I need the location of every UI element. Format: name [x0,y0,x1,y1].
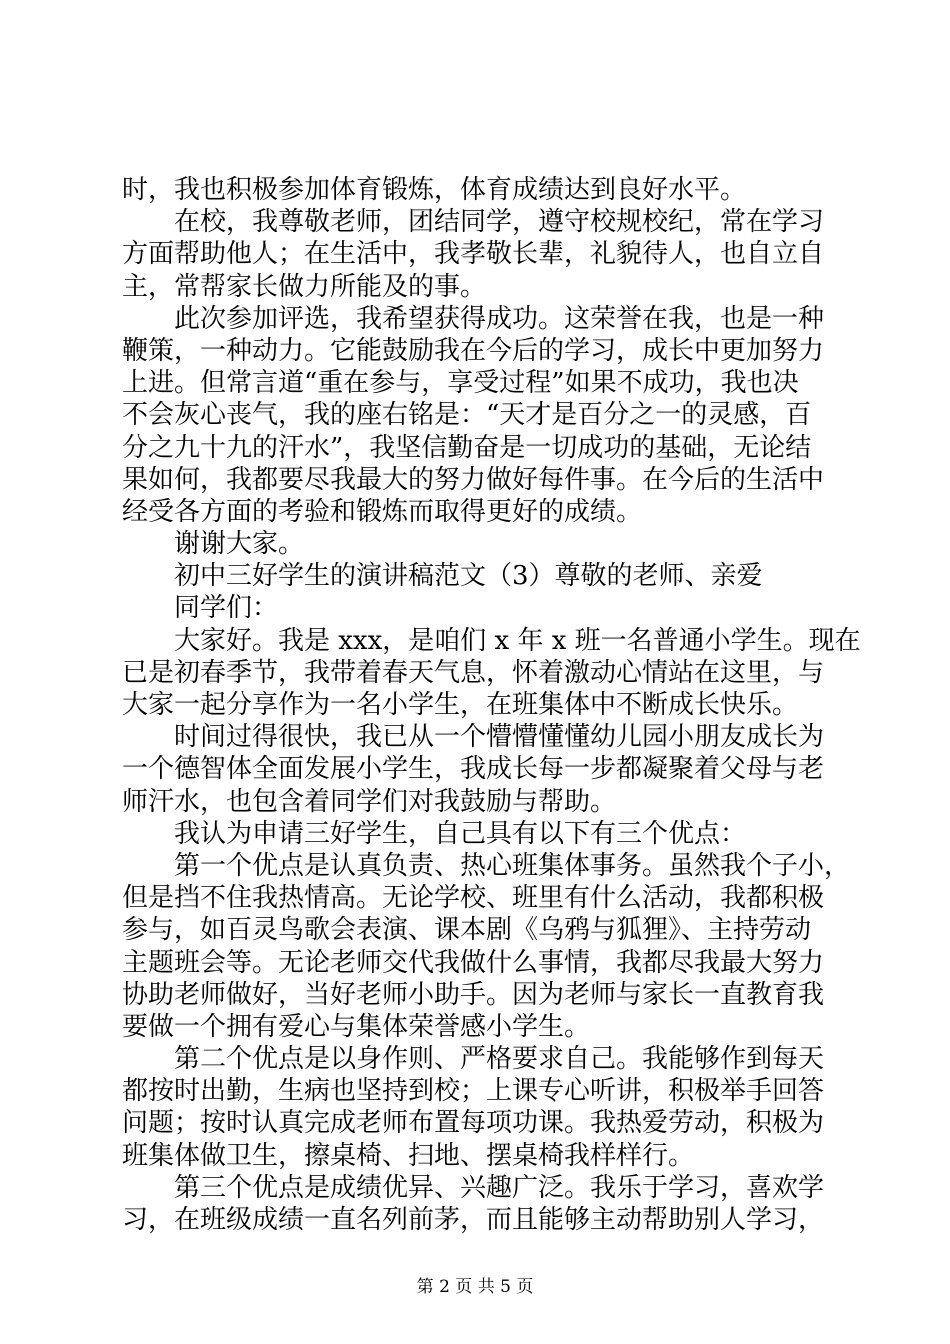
text-line: 主，常帮家长做力所能及的事。 [122,271,487,302]
text-line: 时间过得很快，我已从一个懵懵懂懂幼儿园小朋友成长为 [174,722,825,753]
text-line: 已是初春季节，我带着春天气息，怀着激动心情站在这里，与 [122,657,825,688]
page-number-footer: 第 2 页 共 5 页 [416,1277,534,1297]
text-line: 都按时出勤，生病也坚持到校；上课专心听讲，积极举手回答 [122,1076,825,1107]
salutation: 同学们： [174,593,279,624]
text-line: 班集体做卫生，擦桌椅、扫地、摆桌椅我样样行。 [122,1140,695,1171]
text-line: 果如何，我都要尽我最大的努力做好每件事。在今后的生活中 [122,464,825,495]
text-line: 主题班会等。无论老师交代我做什么事情，我都尽我最大努力 [122,947,825,978]
text-line: 第一个优点是认真负责、热心班集体事务。虽然我个子小， [174,850,851,881]
text-line: 时，我也积极参加体育锻炼，体育成绩达到良好水平。 [122,175,747,205]
text-line: 我认为申请三好学生，自己具有以下有三个优点： [174,818,747,849]
text-line: 参与，如百灵鸟歌会表演、课本剧《乌鸦与狐狸》、主持劳动 [122,915,812,946]
text-line: 在校，我尊敬老师，团结同学，遵守校规校纪，常在学习 [174,207,825,238]
text-line: 经受各方面的考验和锻炼而取得更好的成绩。 [122,496,643,527]
text-line: 师汗水，也包含着同学们对我鼓励与帮助。 [122,786,617,817]
text-line: 不会灰心丧气，我的座右铭是：“天才是百分之一的灵感，百 [122,400,812,431]
text-line: 习，在班级成绩一直名列前茅，而且能够主动帮助别人学习， [122,1205,825,1235]
text-line: 此次参加评选，我希望获得成功。这荣誉在我，也是一种 [174,303,825,334]
body-text [122,174,861,1236]
section-heading: 初中三好学生的演讲稿范文（3）尊敬的老师、亲爱 [174,561,763,592]
text-line: 一个德智体全面发展小学生，我成长每一步都凝聚着父母与老 [122,754,825,785]
text-line: 问题；按时认真完成老师布置每项功课。我热爱劳动，积极为 [122,1108,825,1139]
text-line: 第二个优点是以身作则、严格要求自己。我能够作到每天 [174,1044,825,1075]
text-line: 协助老师做好，当好老师小助手。因为老师与家长一直教育我 [122,979,825,1010]
text-line: 要做一个拥有爱心与集体荣誉感小学生。 [122,1011,591,1042]
text-line: 第三个优点是成绩优异、兴趣广泛。我乐于学习，喜欢学 [174,1172,825,1203]
text-line: 上进。但常言道“重在参与，享受过程”如果不成功，我也决 [122,368,799,399]
text-line: 大家一起分享作为一名小学生，在班集体中不断成长快乐。 [122,690,799,720]
text-line: 分之九十九的汗水”，我坚信勤奋是一切成功的基础，无论结 [122,432,812,463]
text-line: 方面帮助他人；在生活中，我孝敬长辈，礼貌待人，也自立自 [122,239,825,270]
text-line: 但是挡不住我热情高。无论学校、班里有什么活动，我都积极 [122,883,825,914]
text-line: 大家好。我是 xxx，是咱们 x 年 x 班一名普通小学生。现在 [174,625,861,656]
text-line: 谢谢大家。 [174,529,305,560]
text-line: 鞭策，一种动力。它能鼓励我在今后的学习，成长中更加努力 [122,335,825,366]
